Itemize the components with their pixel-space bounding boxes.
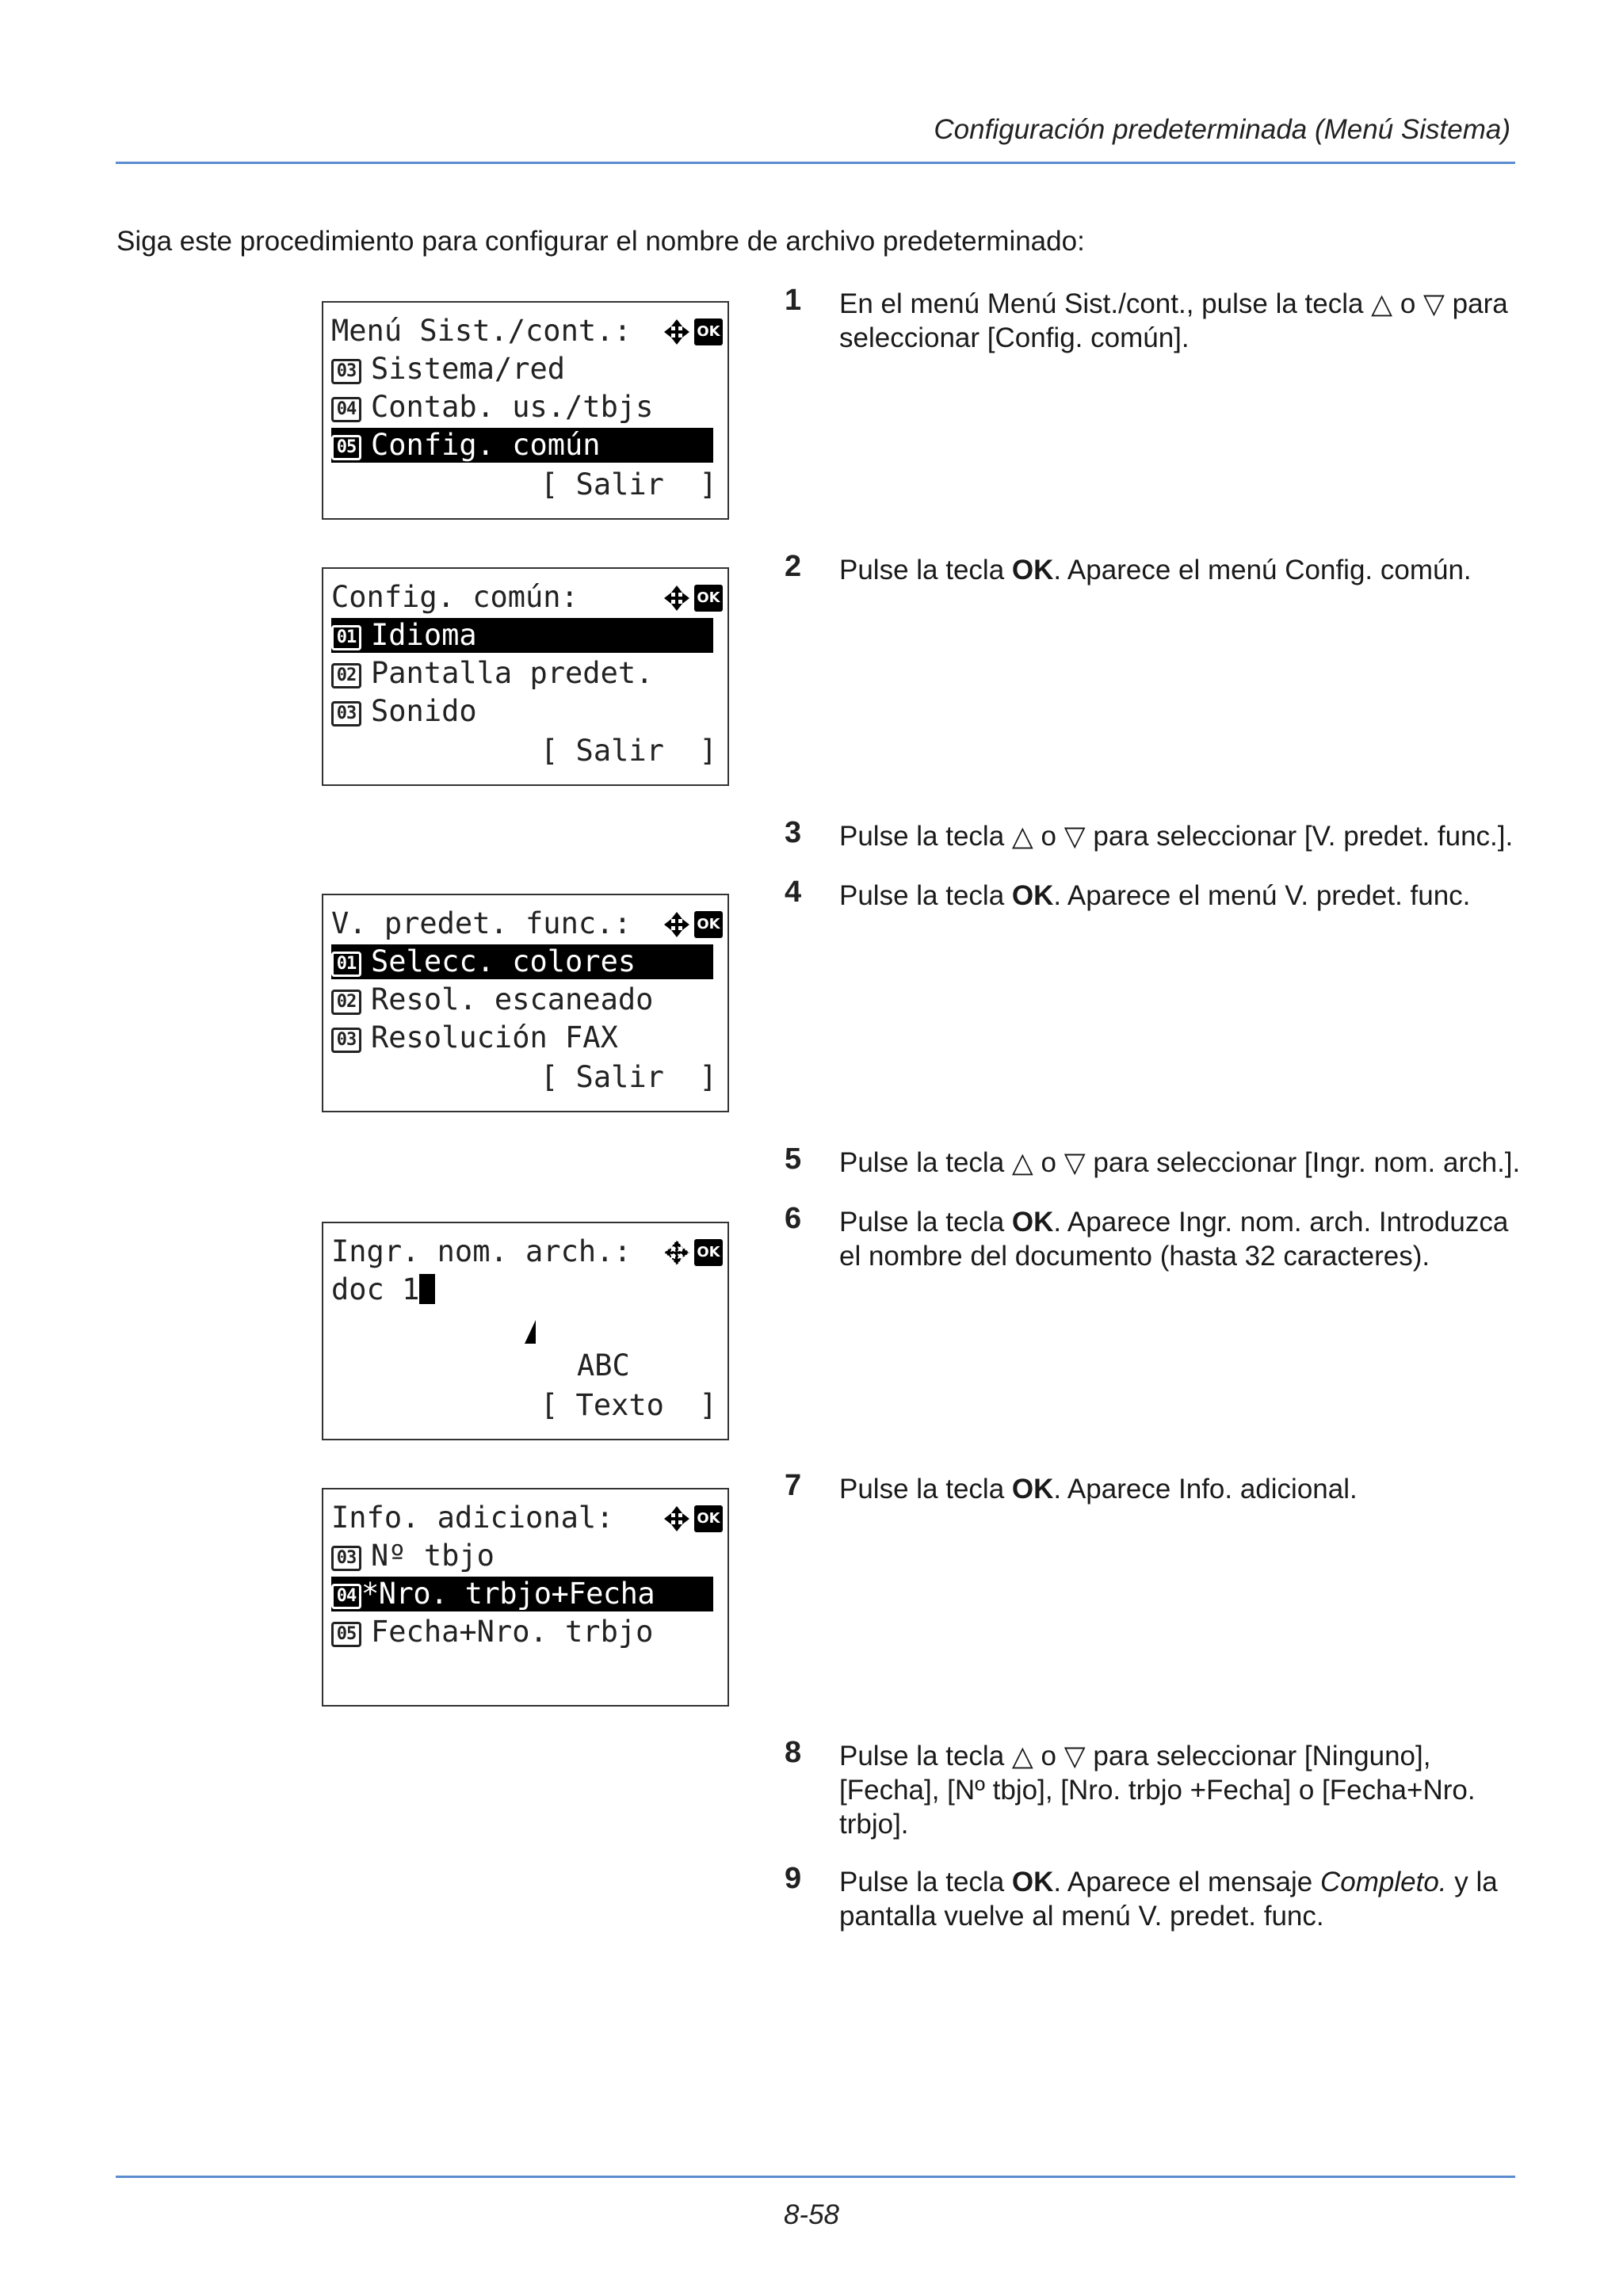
lcd-title: Info. adicional: [331, 1501, 614, 1535]
menu-item-label: Nº tbjo [371, 1539, 495, 1573]
ok-icon: OK [694, 911, 723, 938]
step-number: 1 [785, 284, 802, 317]
input-position-marker-icon [521, 1318, 539, 1345]
menu-item-label: Config. común [371, 428, 601, 462]
menu-item-label: Fecha+Nro. trbjo [371, 1615, 654, 1649]
nav-ok-icons [663, 317, 723, 347]
menu-item-selected [331, 944, 713, 979]
menu-item-label: Sistema/red [371, 352, 566, 386]
item-number-badge: 05 [331, 435, 361, 460]
step-text: Pulse la tecla △ o ▽ para seleccionar [Ingr. nom. arch.]. [839, 1147, 1521, 1178]
menu-item [331, 1539, 713, 1573]
step-text: Pulse la tecla OK. Aparece el mensaje Completo. y la pantalla vuelve al menú V. predet. func. [839, 1867, 1498, 1932]
four-way-arrow-icon [663, 1505, 691, 1533]
lcd-panel-v-predet-func [322, 894, 729, 1112]
menu-item [331, 694, 713, 729]
header-rule [116, 162, 1515, 164]
menu-item-label: Sonido [371, 694, 477, 728]
footer-rule [116, 2176, 1515, 2178]
item-number-badge: 04 [331, 1584, 361, 1609]
item-number-badge: 03 [331, 1546, 361, 1571]
step-number: 4 [785, 875, 802, 909]
menu-item-label: *Nro. trbjo+Fecha [361, 1577, 655, 1611]
menu-item-label: Selecc. colores [371, 944, 636, 978]
step-number: 6 [785, 1202, 802, 1235]
step-text: Pulse la tecla OK. Aparece el menú V. predet. func. [839, 880, 1471, 911]
menu-item-label: Resolución FAX [371, 1020, 618, 1055]
step-number: 8 [785, 1736, 802, 1769]
input-mode-label: ABC [577, 1348, 630, 1383]
menu-item-label: Pantalla predet. [371, 656, 654, 690]
item-number-badge: 03 [331, 701, 361, 727]
menu-item [331, 1615, 713, 1650]
lcd-title: Menú Sist./cont.: [331, 314, 632, 348]
lcd-panel-config-comun [322, 567, 729, 786]
ok-icon: OK [694, 318, 723, 345]
step-number: 7 [785, 1469, 802, 1502]
four-way-arrow-icon [663, 1238, 691, 1267]
menu-item-label: Idioma [371, 618, 477, 652]
four-way-arrow-icon [663, 910, 691, 939]
menu-item-selected [331, 428, 713, 463]
step-text: En el menú Menú Sist./cont., pulse la tecla △ o ▽ para seleccionar [Config. común]. [839, 288, 1508, 353]
lcd-panel-menu-sistema [322, 301, 729, 520]
four-way-arrow-icon [663, 584, 691, 612]
page-number: 8-58 [783, 2199, 840, 2230]
step-text: Pulse la tecla △ o ▽ para seleccionar [V. predet. func.]. [839, 821, 1514, 852]
nav-ok-icons [663, 1504, 723, 1534]
ok-icon: OK [694, 585, 723, 612]
lcd-title: Ingr. nom. arch.: [331, 1234, 632, 1268]
step-text: Pulse la tecla OK. Aparece Ingr. nom. arch. Introduzca el nombre del documento (hasta 32 caracteres). [839, 1207, 1509, 1272]
filename-input-line [331, 1272, 713, 1307]
item-number-badge: 02 [331, 663, 361, 688]
lcd-panel-info-adicional [322, 1488, 729, 1707]
item-number-badge: 05 [331, 1622, 361, 1647]
menu-item-selected [331, 618, 713, 653]
menu-item [331, 352, 713, 387]
lcd-title: V. predet. func.: [331, 906, 632, 940]
menu-item [331, 390, 713, 425]
item-number-badge: 03 [331, 359, 361, 384]
step-number: 2 [785, 550, 802, 583]
intro-text: Siga este procedimiento para configurar el nombre de archivo predeterminado: [116, 226, 1085, 257]
item-number-badge: 04 [331, 397, 361, 422]
step-number: 3 [785, 816, 802, 849]
menu-item-label: Contab. us./tbjs [371, 390, 654, 424]
nav-ok-icons [663, 910, 723, 940]
softkey-label: [ Salir ] [540, 467, 717, 502]
menu-item [331, 982, 713, 1017]
text-cursor [419, 1274, 435, 1304]
nav-ok-icons [663, 583, 723, 613]
filename-input-value: doc 1 [331, 1272, 420, 1306]
item-number-badge: 02 [331, 990, 361, 1015]
item-number-badge: 03 [331, 1028, 361, 1053]
lcd-title: Config. común: [331, 580, 579, 614]
softkey-label: [ Salir ] [540, 734, 717, 768]
ok-icon: OK [694, 1239, 723, 1266]
menu-item [331, 1020, 713, 1055]
step-number: 9 [785, 1862, 802, 1895]
page-header-title: Configuración predeterminada (Menú Sistema) [934, 114, 1510, 145]
menu-item [331, 656, 713, 691]
nav-ok-icons [663, 1238, 723, 1268]
softkey-label: [ Salir ] [540, 1060, 717, 1094]
menu-item-label: Resol. escaneado [371, 982, 654, 1016]
item-number-badge: 01 [331, 952, 361, 977]
four-way-arrow-icon [663, 318, 691, 346]
item-number-badge: 01 [331, 625, 361, 650]
step-text: Pulse la tecla OK. Aparece Info. adicional. [839, 1474, 1358, 1505]
step-text: Pulse la tecla △ o ▽ para seleccionar [Ninguno], [Fecha], [Nº tbjo], [Nro. trbjo +Fecha] o [Fecha+Nro. trbjo]. [839, 1741, 1476, 1840]
step-number: 5 [785, 1142, 802, 1176]
menu-item-selected [331, 1577, 713, 1611]
ok-icon: OK [694, 1505, 723, 1532]
step-text: Pulse la tecla OK. Aparece el menú Config. común. [839, 555, 1472, 585]
lcd-panel-ingr-nom-arch [322, 1222, 729, 1440]
softkey-label: [ Texto ] [540, 1388, 717, 1422]
